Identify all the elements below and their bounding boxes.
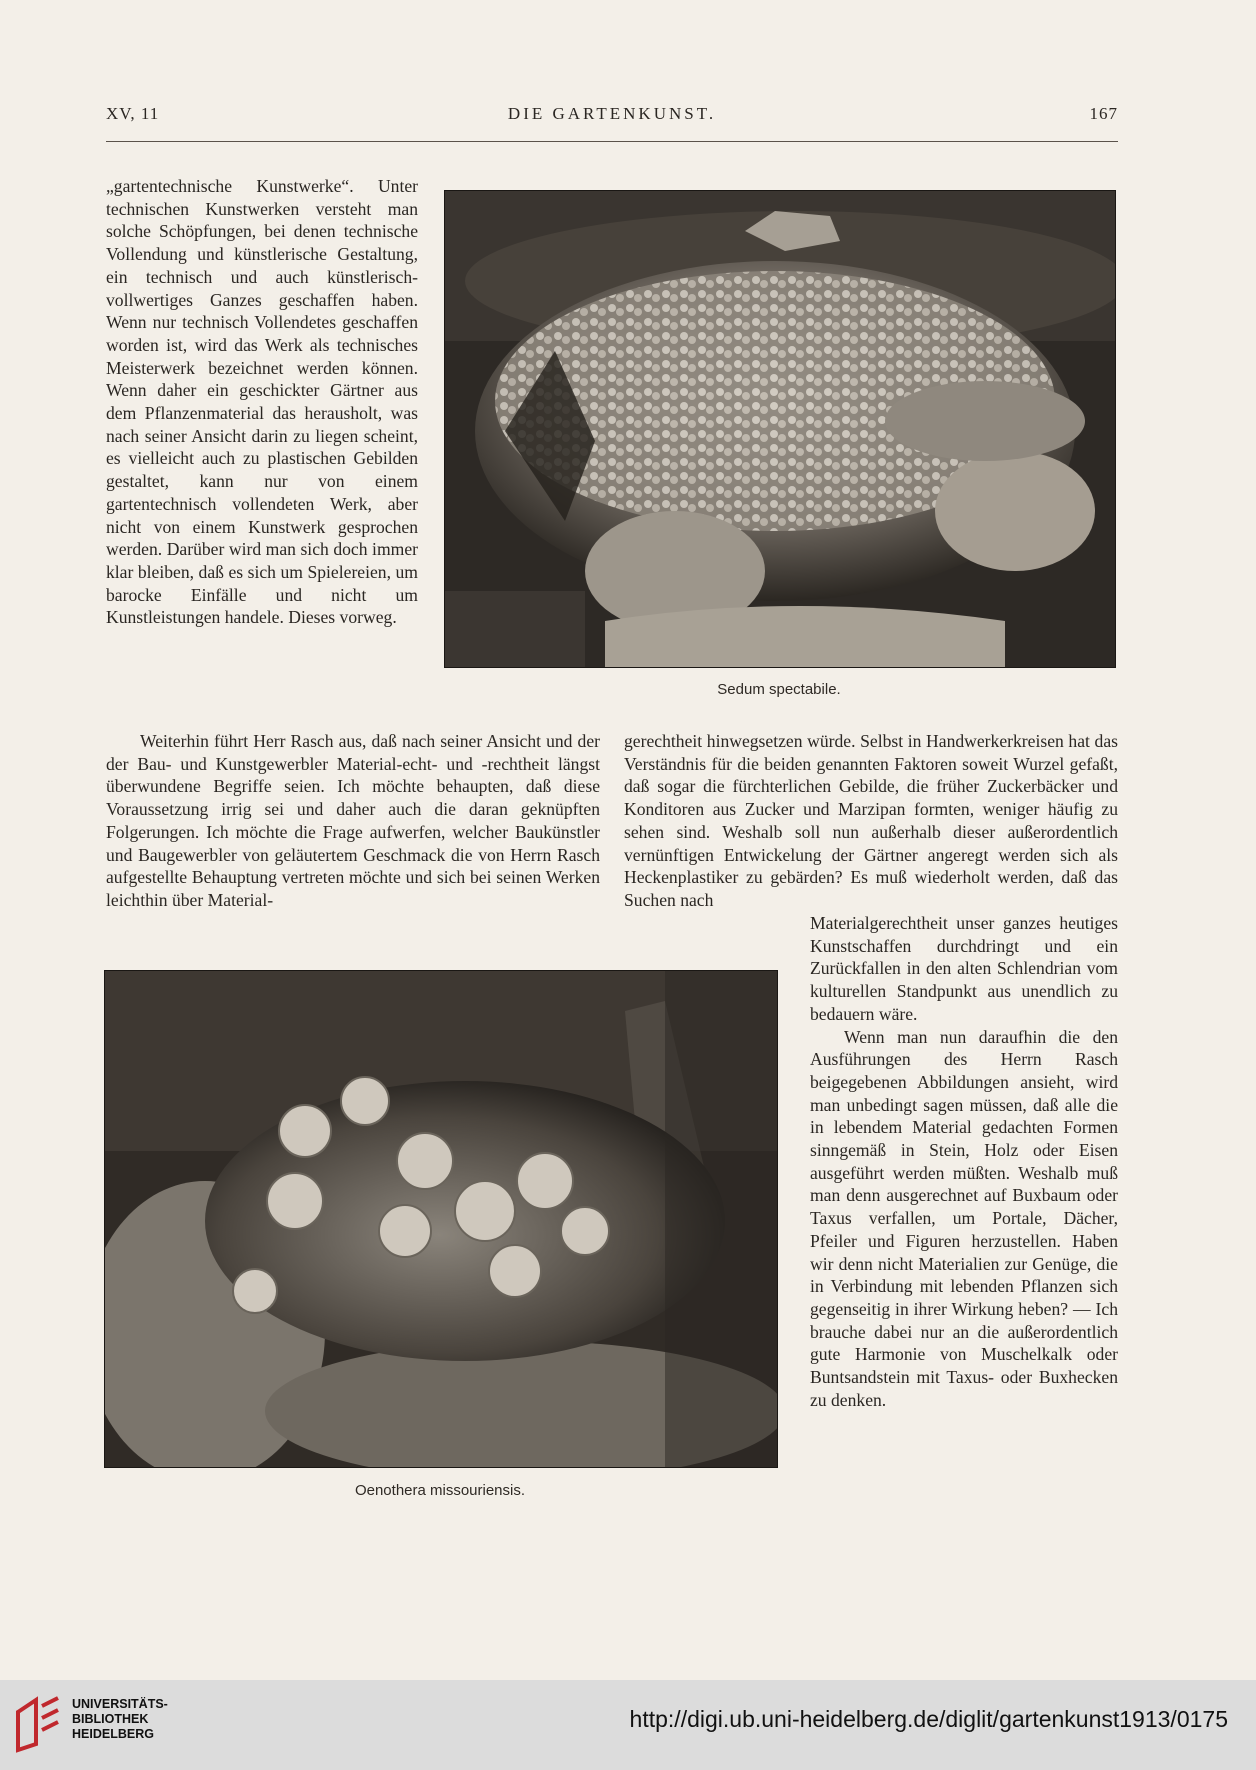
university-library-logo-icon — [12, 1694, 68, 1754]
running-header — [106, 104, 1118, 134]
caption-oenothera: Oenothera missouriensis. — [354, 1482, 526, 1499]
photo-oenothera-missouriensis — [104, 970, 778, 1468]
text-column-top-left — [106, 175, 418, 629]
library-name: UNIVERSITÄTS- BIBLIOTHEK HEIDELBERG — [72, 1697, 168, 1741]
text-column-middle-right — [624, 730, 1118, 912]
paragraph: Wenn man nun daraufhin die den Ausführungen des Herrn Rasch beigegebenen Abbildungen ansieht, wird man unbedingt sagen müssen, daß alle die in lebendem Material gedachten Formen sinngemäß in Stein, Holz oder Eisen ausgeführt werden müßten. Weshalb muß man denn ausgerechnet auf Buxbaum oder Taxus verfallen, um Portale, Dächer, Pfeiler und Figuren herzustellen. Haben wir denn nicht Materialien zur Genüge, die in Verbindung mit lebenden Pflanzen sich gegenseitig in ihrer Wirkung heben? — Ich brauche dabei nur an die außerordentlich gute Harmonie von Muschelkalk oder Buntsandstein mit Taxus- oder Buxhecken zu denken. — [810, 1026, 1118, 1410]
digitization-footer — [0, 1680, 1256, 1770]
paragraph: „gartentechnische Kunstwerke“. Unter technischen Kunstwerken versteht man solche Schöpfungen, bei denen technische Vollendung und künstlerische Gestaltung, ein technisch und auch künstlerisch-vollwertiges Ganzes geschaffen haben. Wenn nur technisch Vollendetes geschaffen worden ist, wird das Werk als technisches Meisterwerk bezeichnet werden können. Wenn daher ein geschickter Gärtner aus dem Pflanzenmaterial das herausholt, was nach seiner Ansicht darin zu liegen scheint, es vielleicht auch zu plastischen Gebilden gestaltet, kann nur von einem gartentechnisch vollendeten Werk, aber nicht von einem Kunstwerk gesprochen werden. Darüber wird man sich doch immer klar bleiben, daß es sich um Spielereien, um barocke Einfälle und nicht um Kunstleistungen handele. Dieses vorweg. — [106, 176, 418, 628]
header-rule — [106, 141, 1118, 142]
paragraph: Materialgerechtheit unser ganzes heutiges Kunstschaffen durchdringt und ein Zurückfallen in den alten Schlendrian vom kulturellen Standpunkt aus unendlich zu bedauern wäre. — [810, 913, 1118, 1024]
source-url-link[interactable]: http://digi.ub.uni-heidelberg.de/diglit/gartenkunst1913/0175 — [629, 1706, 1228, 1732]
text-column-bottom-right — [810, 912, 1118, 1411]
oenothera-photo-image — [105, 971, 777, 1467]
text-column-middle-left — [106, 730, 600, 912]
page-number: 167 — [1089, 104, 1118, 123]
photo-sedum-spectabile — [444, 190, 1116, 668]
paragraph: Weiterhin führt Herr Rasch aus, daß nach seiner Ansicht und der der Bau- und Kunstgewerbler Material-echt- und -rechtheit längst überwundene Begriffe seien. Ich möchte behaupten, daß diese Voraussetzung irrig sei und daher auch die daran geknüpften Folgerungen. Ich möchte die Frage aufwerfen, welcher Baukünstler und Baugewerbler von geläutertem Geschmack die von Herrn Rasch aufgestellte Behauptung vertreten möchte und sich bei seinen Werken leichthin über Material- — [106, 731, 600, 910]
volume-issue: XV, 11 — [106, 104, 160, 123]
sedum-photo-image — [445, 191, 1115, 667]
caption-sedum: Sedum spectabile. — [717, 681, 841, 698]
journal-title: DIE GARTENKUNST. — [507, 104, 717, 123]
paragraph: gerechtheit hinwegsetzen würde. Selbst in Handwerkerkreisen hat das Verständnis für die beiden genannten Faktoren soweit Wurzel gefaßt, daß sogar die fürchterlichen Gebilde, die früher Zuckerbäcker und Konditoren aus Zucker und Marzipan formten, weniger häufig zu sehen sind. Weshalb soll nun außerhalb dieser außerordentlich vernünftigen Entwickelung der Gärtner angeregt werden sich als Heckenplastiker zu gebärden? Es muß wiederholt werden, daß das Suchen nach — [624, 731, 1118, 910]
